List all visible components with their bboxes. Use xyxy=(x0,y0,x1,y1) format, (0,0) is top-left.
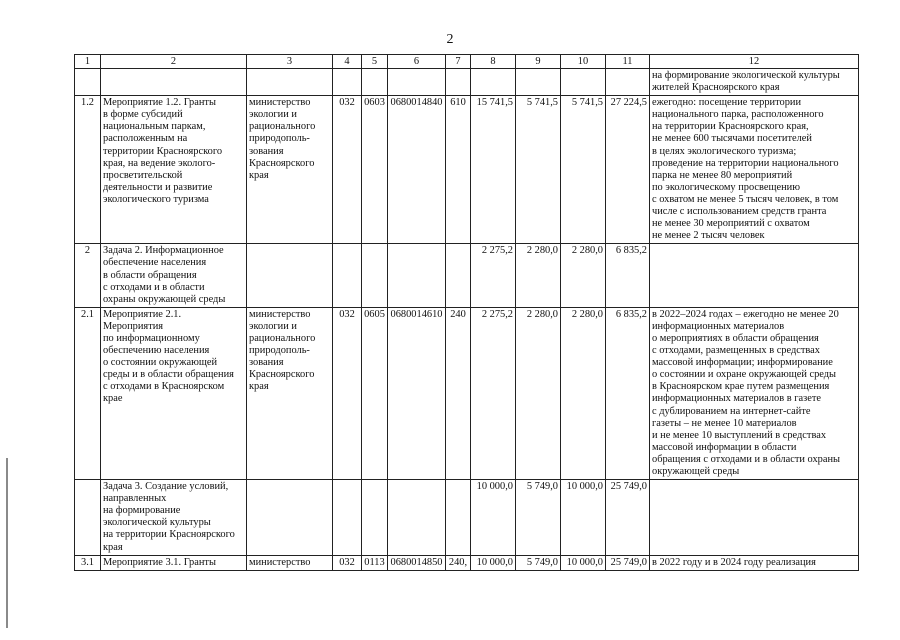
table-row xyxy=(75,555,859,570)
scan-margin-line xyxy=(6,458,8,628)
row-number: 2.1 xyxy=(75,307,101,479)
amount-year-2 xyxy=(516,69,561,96)
column-number: 12 xyxy=(650,55,859,69)
table-row xyxy=(75,244,859,307)
code-target-article xyxy=(388,244,446,307)
code-section: 0605 xyxy=(362,307,388,479)
column-number-header-row xyxy=(75,55,859,69)
column-number: 6 xyxy=(388,55,446,69)
amount-year-3: 10 000,0 xyxy=(561,555,606,570)
responsible-ministry xyxy=(247,480,333,556)
activity-name: Мероприятие 1.2. Гранты в форме субсидий национальным паркам, расположенным на территории Красноярского края, на ведение эколого- просветительской деятельности и развитие экологического туризма xyxy=(101,96,247,244)
expected-result: ежегодно: посещение территории национального парка, расположенного на территории Красноярского края, не менее 600 тысячами посетителей в целях экологического туризма; проведение на территории национального парка не менее 80 мероприятий по экологическому просвещению с охватом не менее 5 тысяч человек, в том числе с использованием средств гранта не менее 30 мероприятий с охватом не менее 2 тысяч человек xyxy=(650,96,859,244)
activity-name: Задача 2. Информационное обеспечение населения в области обращения с отходами и в области охраны окружающей среды xyxy=(101,244,247,307)
table-row xyxy=(75,307,859,479)
activity-name: Мероприятие 3.1. Гранты xyxy=(101,555,247,570)
code-grbs: 032 xyxy=(333,96,362,244)
page-number: 2 xyxy=(446,32,454,47)
amount-year-2: 5 741,5 xyxy=(516,96,561,244)
amount-year-1 xyxy=(471,69,516,96)
responsible-ministry xyxy=(247,69,333,96)
amount-year-1: 10 000,0 xyxy=(471,480,516,556)
amount-year-1: 15 741,5 xyxy=(471,96,516,244)
code-expense-type xyxy=(446,69,471,96)
code-target-article: 0680014840 xyxy=(388,96,446,244)
table-row xyxy=(75,96,859,244)
activity-name: Мероприятие 2.1. Мероприятия по информационному обеспечению населения о состоянии окружающей среды и в области обращения с отходами в Красноярском крае xyxy=(101,307,247,479)
amount-year-1: 10 000,0 xyxy=(471,555,516,570)
amount-total: 25 749,0 xyxy=(606,555,650,570)
amount-total: 27 224,5 xyxy=(606,96,650,244)
row-number: 3.1 xyxy=(75,555,101,570)
code-target-article: 0680014850 xyxy=(388,555,446,570)
amount-total: 6 835,2 xyxy=(606,244,650,307)
column-number: 7 xyxy=(446,55,471,69)
code-target-article xyxy=(388,69,446,96)
responsible-ministry xyxy=(247,244,333,307)
activity-name: Задача 3. Создание условий, направленных на формирование экологической культуры на территории Красноярского края xyxy=(101,480,247,556)
code-expense-type xyxy=(446,480,471,556)
amount-total: 6 835,2 xyxy=(606,307,650,479)
code-section: 0603 xyxy=(362,96,388,244)
code-target-article: 0680014610 xyxy=(388,307,446,479)
column-number: 8 xyxy=(471,55,516,69)
row-number xyxy=(75,480,101,556)
code-grbs xyxy=(333,244,362,307)
code-expense-type: 240 xyxy=(446,307,471,479)
code-target-article xyxy=(388,480,446,556)
column-number: 3 xyxy=(247,55,333,69)
column-number: 2 xyxy=(101,55,247,69)
table-row xyxy=(75,480,859,556)
amount-year-1: 2 275,2 xyxy=(471,307,516,479)
row-number: 1.2 xyxy=(75,96,101,244)
responsible-ministry: министерство xyxy=(247,555,333,570)
program-activities-table xyxy=(74,54,859,571)
column-number: 1 xyxy=(75,55,101,69)
row-number xyxy=(75,69,101,96)
code-expense-type xyxy=(446,244,471,307)
code-grbs xyxy=(333,480,362,556)
amount-year-2: 5 749,0 xyxy=(516,480,561,556)
amount-total xyxy=(606,69,650,96)
table-row xyxy=(75,69,859,96)
code-expense-type: 240, xyxy=(446,555,471,570)
column-number: 9 xyxy=(516,55,561,69)
amount-year-3 xyxy=(561,69,606,96)
responsible-ministry: министерство экологии и рационального природополь- зования Красноярского края xyxy=(247,307,333,479)
expected-result: в 2022–2024 годах – ежегодно не менее 20 информационных материалов о мероприятиях в области обращения с отходами, размещенных в средствах массовой информации; информирование о состоянии и охране окружающей среды в Красноярском крае путем размещения информационных материалов в газете с дублированием на интернет-сайте газеты – не менее 10 материалов и не менее 10 выступлений в средствах массовой информации в области обращения с отходами и в области охраны окружающей среды xyxy=(650,307,859,479)
expected-result xyxy=(650,244,859,307)
code-expense-type: 610 xyxy=(446,96,471,244)
amount-year-3: 10 000,0 xyxy=(561,480,606,556)
amount-total: 25 749,0 xyxy=(606,480,650,556)
expected-result xyxy=(650,480,859,556)
column-number: 11 xyxy=(606,55,650,69)
amount-year-3: 5 741,5 xyxy=(561,96,606,244)
amount-year-3: 2 280,0 xyxy=(561,244,606,307)
amount-year-3: 2 280,0 xyxy=(561,307,606,479)
amount-year-2: 2 280,0 xyxy=(516,244,561,307)
amount-year-1: 2 275,2 xyxy=(471,244,516,307)
column-number: 4 xyxy=(333,55,362,69)
code-grbs: 032 xyxy=(333,555,362,570)
expected-result: в 2022 году и в 2024 году реализация xyxy=(650,555,859,570)
code-grbs: 032 xyxy=(333,307,362,479)
row-number: 2 xyxy=(75,244,101,307)
activity-name xyxy=(101,69,247,96)
column-number: 10 xyxy=(561,55,606,69)
code-section: 0113 xyxy=(362,555,388,570)
expected-result: на формирование экологической культуры жителей Красноярского края xyxy=(650,69,859,96)
column-number: 5 xyxy=(362,55,388,69)
amount-year-2: 2 280,0 xyxy=(516,307,561,479)
code-grbs xyxy=(333,69,362,96)
code-section xyxy=(362,69,388,96)
responsible-ministry: министерство экологии и рационального природополь- зования Красноярского края xyxy=(247,96,333,244)
amount-year-2: 5 749,0 xyxy=(516,555,561,570)
code-section xyxy=(362,480,388,556)
code-section xyxy=(362,244,388,307)
